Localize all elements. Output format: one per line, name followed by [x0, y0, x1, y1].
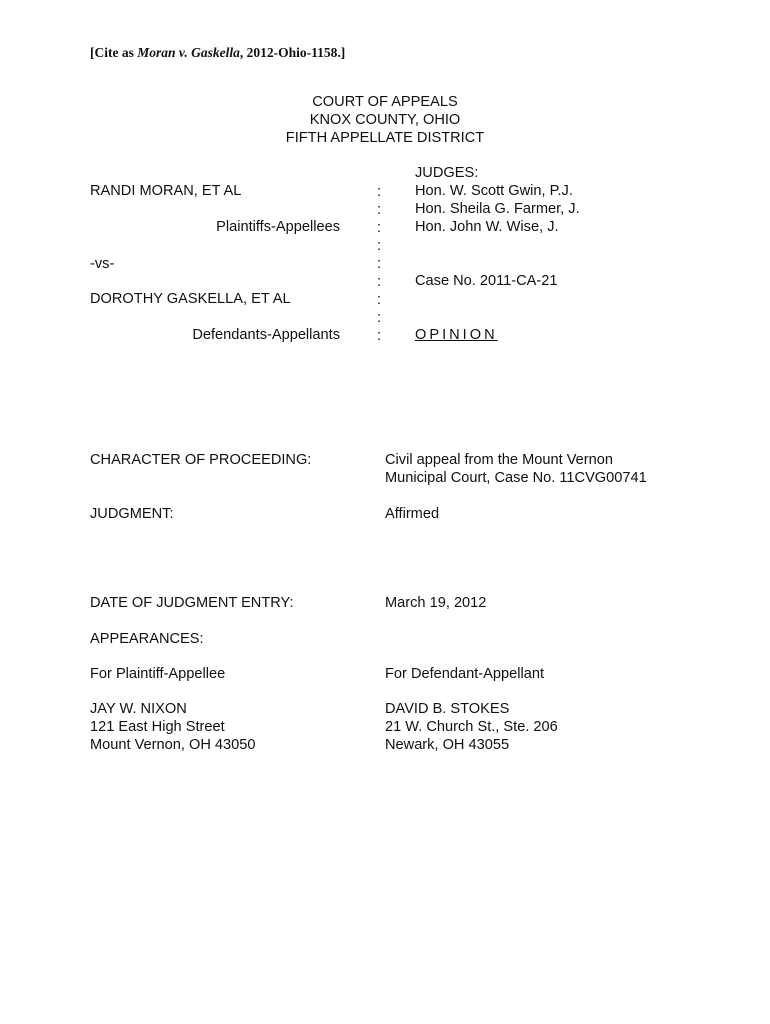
proceeding-value-line1: Civil appeal from the Mount Vernon [385, 452, 613, 468]
judgment-label: JUDGMENT: [90, 506, 174, 522]
judges-heading: JUDGES: [415, 165, 479, 181]
colon-separator: : [377, 274, 382, 290]
court-county: KNOX COUNTY, OHIO [309, 112, 461, 128]
appearances-label: APPEARANCES: [90, 631, 204, 647]
court-heading [0, 93, 770, 147]
court-district: FIFTH APPELLATE DISTRICT [285, 130, 485, 146]
colon-separator: : [377, 202, 382, 218]
case-number: Case No. 2011-CA-21 [415, 273, 558, 289]
plaintiff-name: RANDI MORAN, ET AL [90, 183, 242, 199]
colon-separator: : [377, 328, 382, 344]
plaintiff-counsel-name: JAY W. NIXON [90, 701, 187, 717]
judgment-value: Affirmed [385, 506, 440, 522]
judge-second: Hon. Sheila G. Farmer, J. [415, 201, 580, 217]
entry-date-value: March 19, 2012 [385, 595, 487, 611]
colon-separator: : [377, 292, 382, 308]
defendant-counsel-name: DAVID B. STOKES [385, 701, 510, 717]
judge-third: Hon. John W. Wise, J. [415, 219, 559, 235]
colon-separator: : [377, 238, 382, 254]
defendant-role: Defendants-Appellants [192, 327, 340, 343]
defendant-counsel-city: Newark, OH 43055 [385, 737, 510, 753]
colon-separator: : [377, 220, 382, 236]
opinion-title: OPINION [415, 327, 498, 343]
plaintiff-counsel-city: Mount Vernon, OH 43050 [90, 737, 256, 753]
plaintiff-counsel-street: 121 East High Street [90, 719, 225, 735]
colon-separator: : [377, 310, 382, 326]
citation-line [90, 44, 345, 62]
colon-separator: : [377, 256, 382, 272]
plaintiff-role: Plaintiffs-Appellees [216, 219, 340, 235]
defendant-appellant-heading: For Defendant-Appellant [385, 666, 545, 682]
defendant-counsel-street: 21 W. Church St., Ste. 206 [385, 719, 558, 735]
defendant-name: DOROTHY GASKELLA, ET AL [90, 291, 291, 307]
proceeding-value-line2: Municipal Court, Case No. 11CVG00741 [385, 470, 647, 486]
judge-presiding: Hon. W. Scott Gwin, P.J. [415, 183, 573, 199]
colon-separator: : [377, 184, 382, 200]
entry-date-label: DATE OF JUDGMENT ENTRY: [90, 595, 294, 611]
plaintiff-appellee-heading: For Plaintiff-Appellee [90, 666, 226, 682]
citation-case-name: Moran v. Gaskella [137, 45, 240, 60]
court-name: COURT OF APPEALS [312, 94, 458, 110]
citation-suffix: , 2012-Ohio-1158.] [239, 45, 346, 60]
proceeding-label: CHARACTER OF PROCEEDING: [90, 452, 312, 468]
citation-prefix: [Cite as [90, 45, 138, 60]
versus-label: -vs- [90, 256, 115, 272]
